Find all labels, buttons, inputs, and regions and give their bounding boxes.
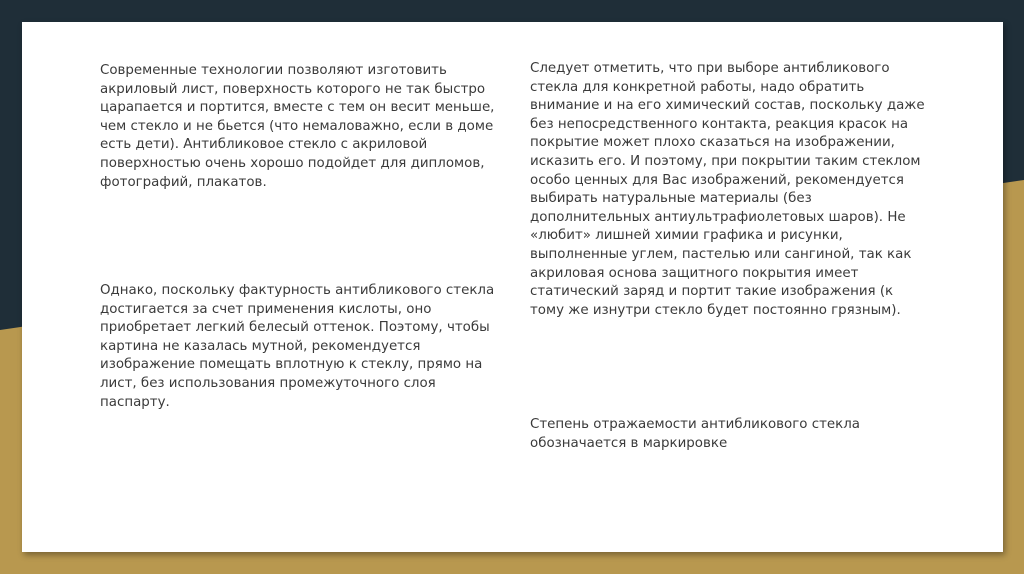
right-paragraph-2: Степень отражаемости антибликового стекла обозначается в маркировке (530, 417, 860, 451)
slide-page (22, 22, 1003, 552)
left-paragraph-1: Современные технологии позволяют изготовить акриловый лист, поверхность которого не так быстро царапается и портится, вместе с тем он весит меньше, чем стекло и не бьется (что немаловажно, если в доме есть дети). Антибликовое стекло с акриловой поверхностью очень хорошо подойдет для дипломов, фотографий, плакатов. (100, 63, 495, 190)
right-paragraph-1: Следует отметить, что при выборе антибликового стекла для конкретной работы, надо обратить внимание и на его химический состав, поскольку даже без непосредственного контакта, реакция красок на покрытие может плохо сказаться на изображении, исказить его. И поэтому, при покрытии таким стеклом особо ценных для Вас изображений, рекомендуется выбирать натуральные материалы (без дополнительных антиультрафиолетовых шаров). Не «любит» лишней химии графика и рисунки, выполненные углем, пастелью или сангиной, так как акриловая основа защитного покрытия имеет статический заряд и портит такие изображения (к тому же изнутри стекло будет постоянно грязным). (530, 61, 925, 318)
left-paragraph-2: Однако, поскольку фактурность антибликового стекла достигается за счет применения кислоты, оно приобретает легкий белесый оттенок. Поэтому, чтобы картина не казалась мутной, рекомендуется изображение помещать вплотную к стеклу, прямо на лист, без использования промежуточного слоя паспарту. (100, 283, 495, 410)
